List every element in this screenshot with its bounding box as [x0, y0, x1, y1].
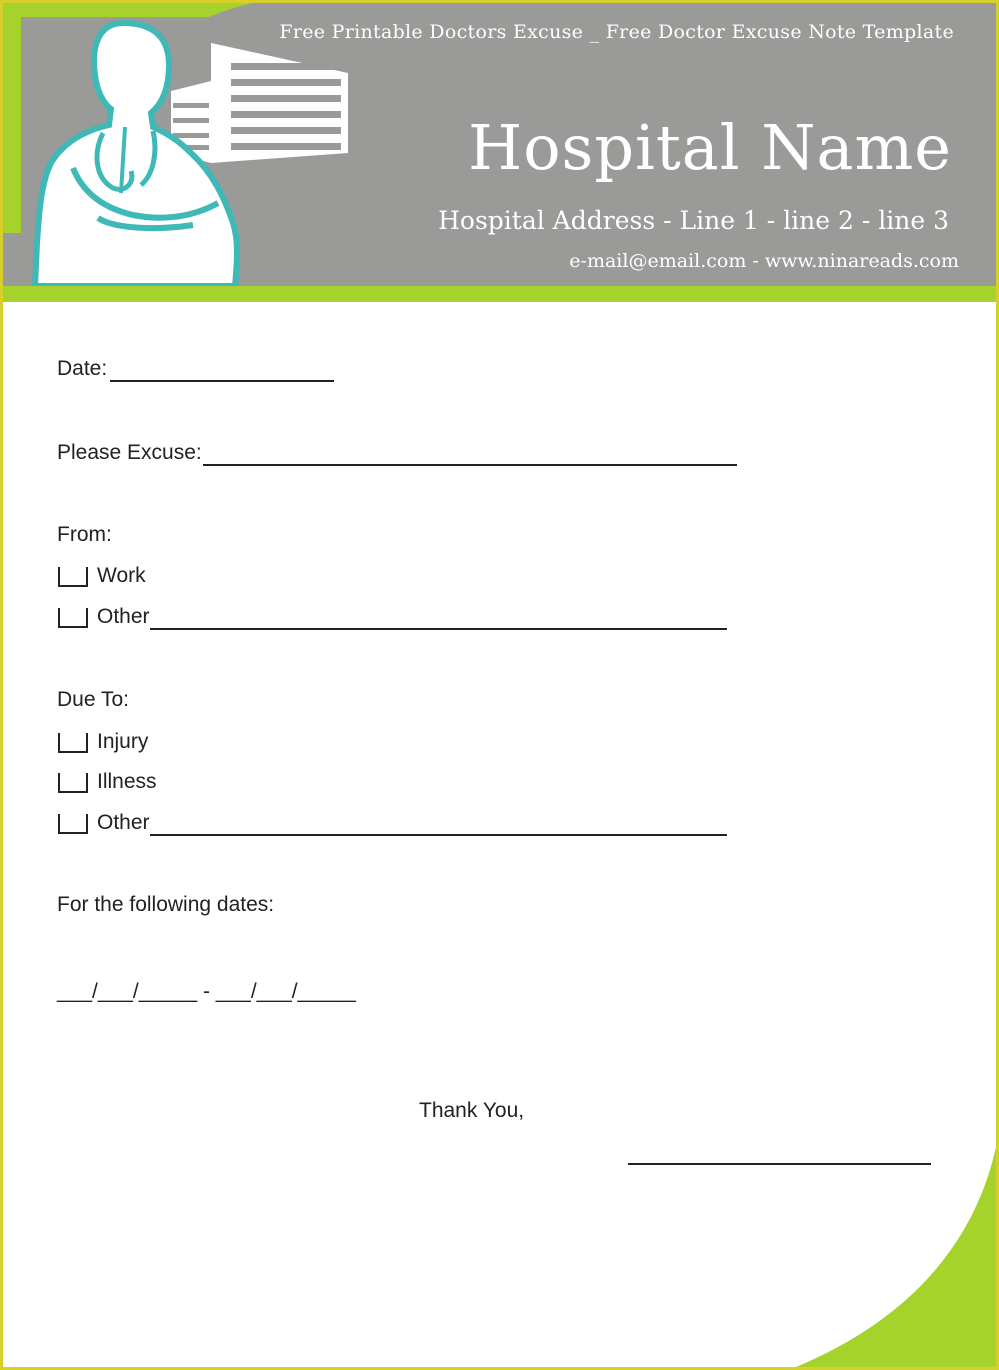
closing-text: Thank You, — [419, 1099, 525, 1122]
injury-option-label: Injury — [97, 730, 149, 753]
date-label: Date: — [57, 357, 108, 380]
due-to-other-checkbox[interactable] — [58, 814, 88, 834]
work-checkbox[interactable] — [58, 567, 88, 587]
from-other-checkbox[interactable] — [58, 608, 88, 628]
illness-checkbox[interactable] — [58, 773, 88, 793]
hospital-address: Hospital Address - Line 1 - line 2 - line 3 — [438, 206, 949, 235]
date-field[interactable] — [110, 380, 334, 382]
please-excuse-label: Please Excuse: — [57, 441, 202, 464]
hospital-name: Hospital Name — [468, 111, 952, 184]
from-label: From: — [57, 523, 112, 546]
signature-line[interactable] — [628, 1163, 931, 1165]
injury-checkbox[interactable] — [58, 733, 88, 753]
work-option-label: Work — [97, 564, 146, 587]
source-title: Free Printable Doctors Excuse _ Free Doctor Excuse Note Template — [279, 21, 954, 43]
due-to-label: Due To: — [57, 688, 129, 711]
hospital-contact: e-mail@email.com - www.ninareads.com — [569, 250, 959, 272]
following-dates-label: For the following dates: — [57, 893, 275, 916]
please-excuse-field[interactable] — [203, 464, 737, 466]
illness-option-label: Illness — [97, 770, 157, 793]
date-range-field[interactable]: ___/___/_____ - ___/___/_____ — [57, 980, 356, 1003]
due-to-other-field[interactable] — [150, 834, 727, 836]
due-to-other-option-label: Other — [97, 811, 150, 834]
from-other-field[interactable] — [150, 628, 727, 630]
from-other-option-label: Other — [97, 605, 150, 628]
